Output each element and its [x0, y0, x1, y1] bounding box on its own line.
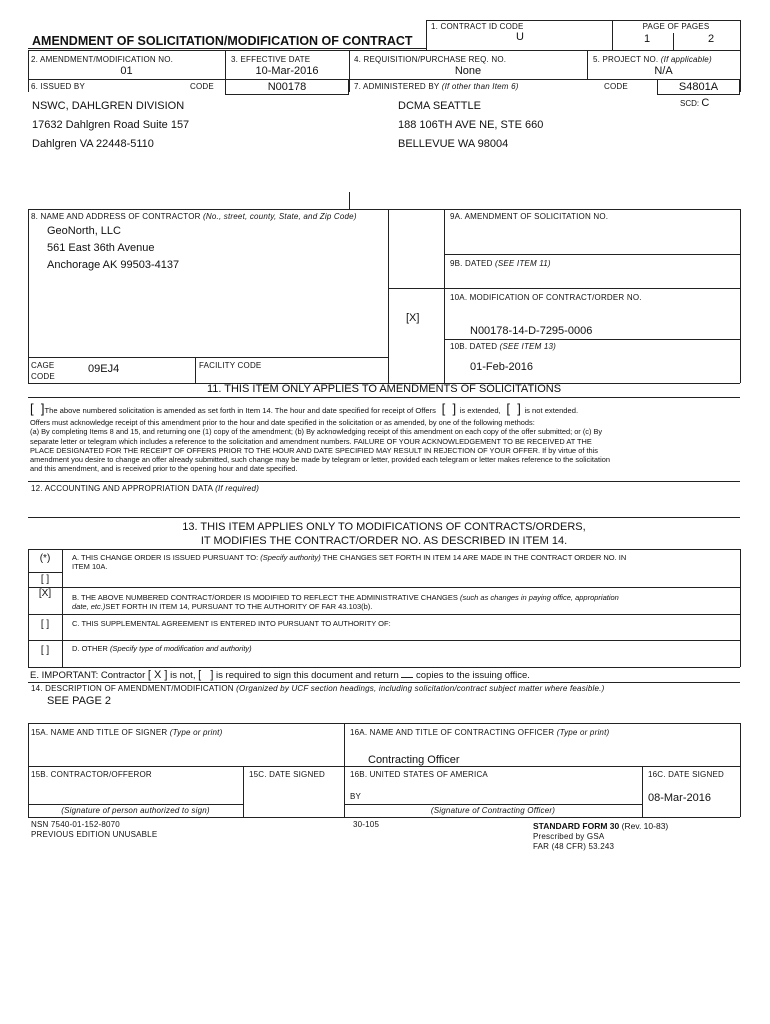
contractor-line1: GeoNorth, LLC	[47, 225, 121, 237]
item7-scd: SCD: C	[680, 97, 710, 109]
section11-heading: 11. THIS ITEM ONLY APPLIES TO AMENDMENTS OF SOLICITATIONS	[206, 383, 562, 395]
item10b-label: 10B. DATED (SEE ITEM 13)	[450, 342, 557, 351]
section13-b-text: B. THE ABOVE NUMBERED CONTRACT/ORDER IS MODIFIED TO REFLECT THE ADMINISTRATIVE CHANGES (such as changes in paying office, appropriation date, etc.)SET FORTH IN ITEM 14, PURSUANT TO THE AUTHORITY OF FAR 43.103(b).	[72, 593, 619, 611]
item10a-value: N00178-14-D-7295-0006	[470, 325, 593, 337]
section13-d-text: D. OTHER (Specify type of modification and authority)	[72, 644, 252, 653]
item9b-label: 9B. DATED (SEE ITEM 11)	[450, 259, 551, 268]
item15a-label: 15A. NAME AND TITLE OF SIGNER (Type or print)	[31, 728, 223, 737]
item16b-sig-note: (Signature of Contracting Officer)	[430, 806, 556, 815]
issued-by-line3: Dahlgren VA 22448-5110	[32, 138, 154, 150]
section13-a-text: A. THIS CHANGE ORDER IS ISSUED PURSUANT TO: (Specify authority) THE CHANGES SET FORTH IN ITEM 14 ARE MADE IN THE CONTRACT ORDER NO. IN ITEM 10A.	[72, 553, 627, 571]
item10b-value: 01-Feb-2016	[470, 361, 533, 373]
item14-label: 14. DESCRIPTION OF AMENDMENT/MODIFICATION (Organized by UCF section headings, including solicitation/contract subject matter where feasible.)	[31, 684, 605, 693]
footer-far: FAR (48 CFR) 53.243	[533, 842, 615, 851]
form-title: AMENDMENT OF SOLICITATION/MODIFICATION OF CONTRACT	[32, 34, 413, 48]
administered-by-line2: 188 106TH AVE NE, STE 660	[398, 119, 544, 131]
item2-label: 2. AMENDMENT/MODIFICATION NO.	[31, 55, 174, 64]
item15b-sig-note: (Signature of person authorized to sign)	[61, 806, 210, 815]
item6-code-label: CODE	[190, 82, 214, 91]
item7-label: 7. ADMINISTERED BY (If other than Item 6)	[354, 82, 519, 91]
section13-c-text: C. THIS SUPPLEMENTAL AGREEMENT IS ENTERED INTO PURSUANT TO AUTHORITY OF:	[72, 619, 391, 628]
contract-id-value: U	[516, 31, 524, 43]
item16b-by: BY	[350, 792, 362, 801]
item15c-label: 15C. DATE SIGNED	[249, 770, 325, 779]
section13-c-mark[interactable]: [ ]	[40, 619, 50, 630]
section13-b-mark[interactable]: [X]	[38, 588, 52, 599]
item10a-checkbox[interactable]: [X]	[406, 312, 420, 324]
footer-prev: PREVIOUS EDITION UNUSABLE	[31, 830, 158, 839]
item4-label: 4. REQUISITION/PURCHASE REQ. NO.	[354, 55, 507, 64]
item2-value: 01	[120, 65, 133, 77]
item16c-label: 16C. DATE SIGNED	[648, 770, 724, 779]
footer-num: 30-105	[353, 820, 380, 829]
item5-label: 5. PROJECT NO. (If applicable)	[593, 55, 712, 64]
contractor-line2: 561 East 36th Avenue	[47, 242, 155, 254]
item16a-label: 16A. NAME AND TITLE OF CONTRACTING OFFICER (Type or print)	[350, 728, 610, 737]
item7-code: S4801A	[678, 81, 719, 93]
item3-label: 3. EFFECTIVE DATE	[231, 55, 311, 64]
administered-by-line3: BELLEVUE WA 98004	[398, 138, 509, 150]
section11-paragraph: Offers must acknowledge receipt of this amendment prior to the hour and date specified in the solicitation or as amended, by one of the following methods: (a) By completing Items 8 and 15, and returning one (1) copy of the amendment; (b) By acknowledging receipt of this amendment on each copy of the offer submitted; or (c) By separate letter or telegram which includes a reference to the solicitation and amendment numbers. FAILURE OF YOUR ACKNOWLEDGEMENT TO BE RECEIVED AT THE PLACE DESIGNATED FOR THE RECEIPT OF OFFERS PRIOR TO THE HOUR AND DATE SPECIFIED MAY RESULT IN REJECTION OF YOUR OFFER. If by virtue of this amendment you desire to change an offer already submitted, such change may be made by telegram or letter, provided each telegram or letter makes reference to the solicitation and this amendment, and is received prior to the opening hour and date specified.	[30, 418, 610, 474]
section13-heading-1: 13. THIS ITEM APPLIES ONLY TO MODIFICATIONS OF CONTRACTS/ORDERS,	[182, 521, 586, 533]
issued-by-line2: 17632 Dahlgren Road Suite 157	[32, 119, 190, 131]
contractor-line3: Anchorage AK 99503-4137	[47, 259, 180, 271]
section11-line1: [ ]The above numbered solicitation is amended as set forth in Item 14. The hour and date specified for receipt of Offers [ ] is extended, [ ] is not extended.	[30, 401, 579, 416]
section13-heading-2: IT MODIFIES THE CONTRACT/ORDER NO. AS DESCRIBED IN ITEM 14.	[200, 535, 568, 547]
item5-value: N/A	[654, 65, 673, 77]
contractor-signature-line[interactable]	[28, 804, 243, 805]
facility-code-label: FACILITY CODE	[199, 361, 262, 370]
page-number: 1	[643, 33, 651, 45]
item-e-checkbox[interactable]: [ X ]	[147, 669, 168, 681]
item9a-label: 9A. AMENDMENT OF SOLICITATION NO.	[450, 212, 609, 221]
page-total: 2	[707, 33, 715, 45]
footer-standard-form: STANDARD FORM 30 (Rev. 10-83)	[533, 821, 669, 831]
pages-label: PAGE OF PAGES	[642, 22, 710, 31]
item12-label: 12. ACCOUNTING AND APPROPRIATION DATA (If required)	[31, 484, 260, 493]
footer-gsa: Prescribed by GSA	[533, 832, 605, 841]
section13-d-mark[interactable]: [ ]	[40, 645, 50, 656]
contract-id-label: 1. CONTRACT ID CODE	[431, 22, 524, 31]
item8-label: 8. NAME AND ADDRESS OF CONTRACTOR (No., street, county, State, and Zip Code)	[31, 212, 357, 221]
cage-label-1: CAGE	[31, 361, 55, 370]
item14-value: SEE PAGE 2	[47, 695, 111, 707]
section13-a-mark[interactable]: (*)	[39, 553, 51, 564]
issued-by-line1: NSWC, DAHLGREN DIVISION	[32, 100, 185, 112]
item16b-label: 16B. UNITED STATES OF AMERICA	[350, 770, 488, 779]
cage-code: 09EJ4	[88, 363, 120, 375]
administered-by-line1: DCMA SEATTLE	[398, 100, 481, 112]
item-e-important: E. IMPORTANT: Contractor [ X ] is not, [ ] is required to sign this document and return copies to the issuing office.	[30, 669, 530, 681]
item10a-label: 10A. MODIFICATION OF CONTRACT/ORDER NO.	[450, 293, 642, 302]
item16c-value: 08-Mar-2016	[648, 792, 711, 804]
item6-code: N00178	[267, 81, 307, 93]
item6-label: 6. ISSUED BY	[31, 82, 85, 91]
section13-blank-mark[interactable]: [ ]	[40, 574, 50, 585]
cage-label-2: CODE	[31, 372, 55, 381]
item4-value: None	[454, 65, 482, 77]
item7-code-label: CODE	[604, 82, 628, 91]
item15b-label: 15B. CONTRACTOR/OFFEROR	[31, 770, 152, 779]
officer-signature-line[interactable]	[344, 804, 642, 805]
footer-nsn: NSN 7540-01-152-8070	[31, 820, 120, 829]
item16a-value: Contracting Officer	[368, 754, 460, 766]
item3-value: 10-Mar-2016	[255, 65, 319, 77]
